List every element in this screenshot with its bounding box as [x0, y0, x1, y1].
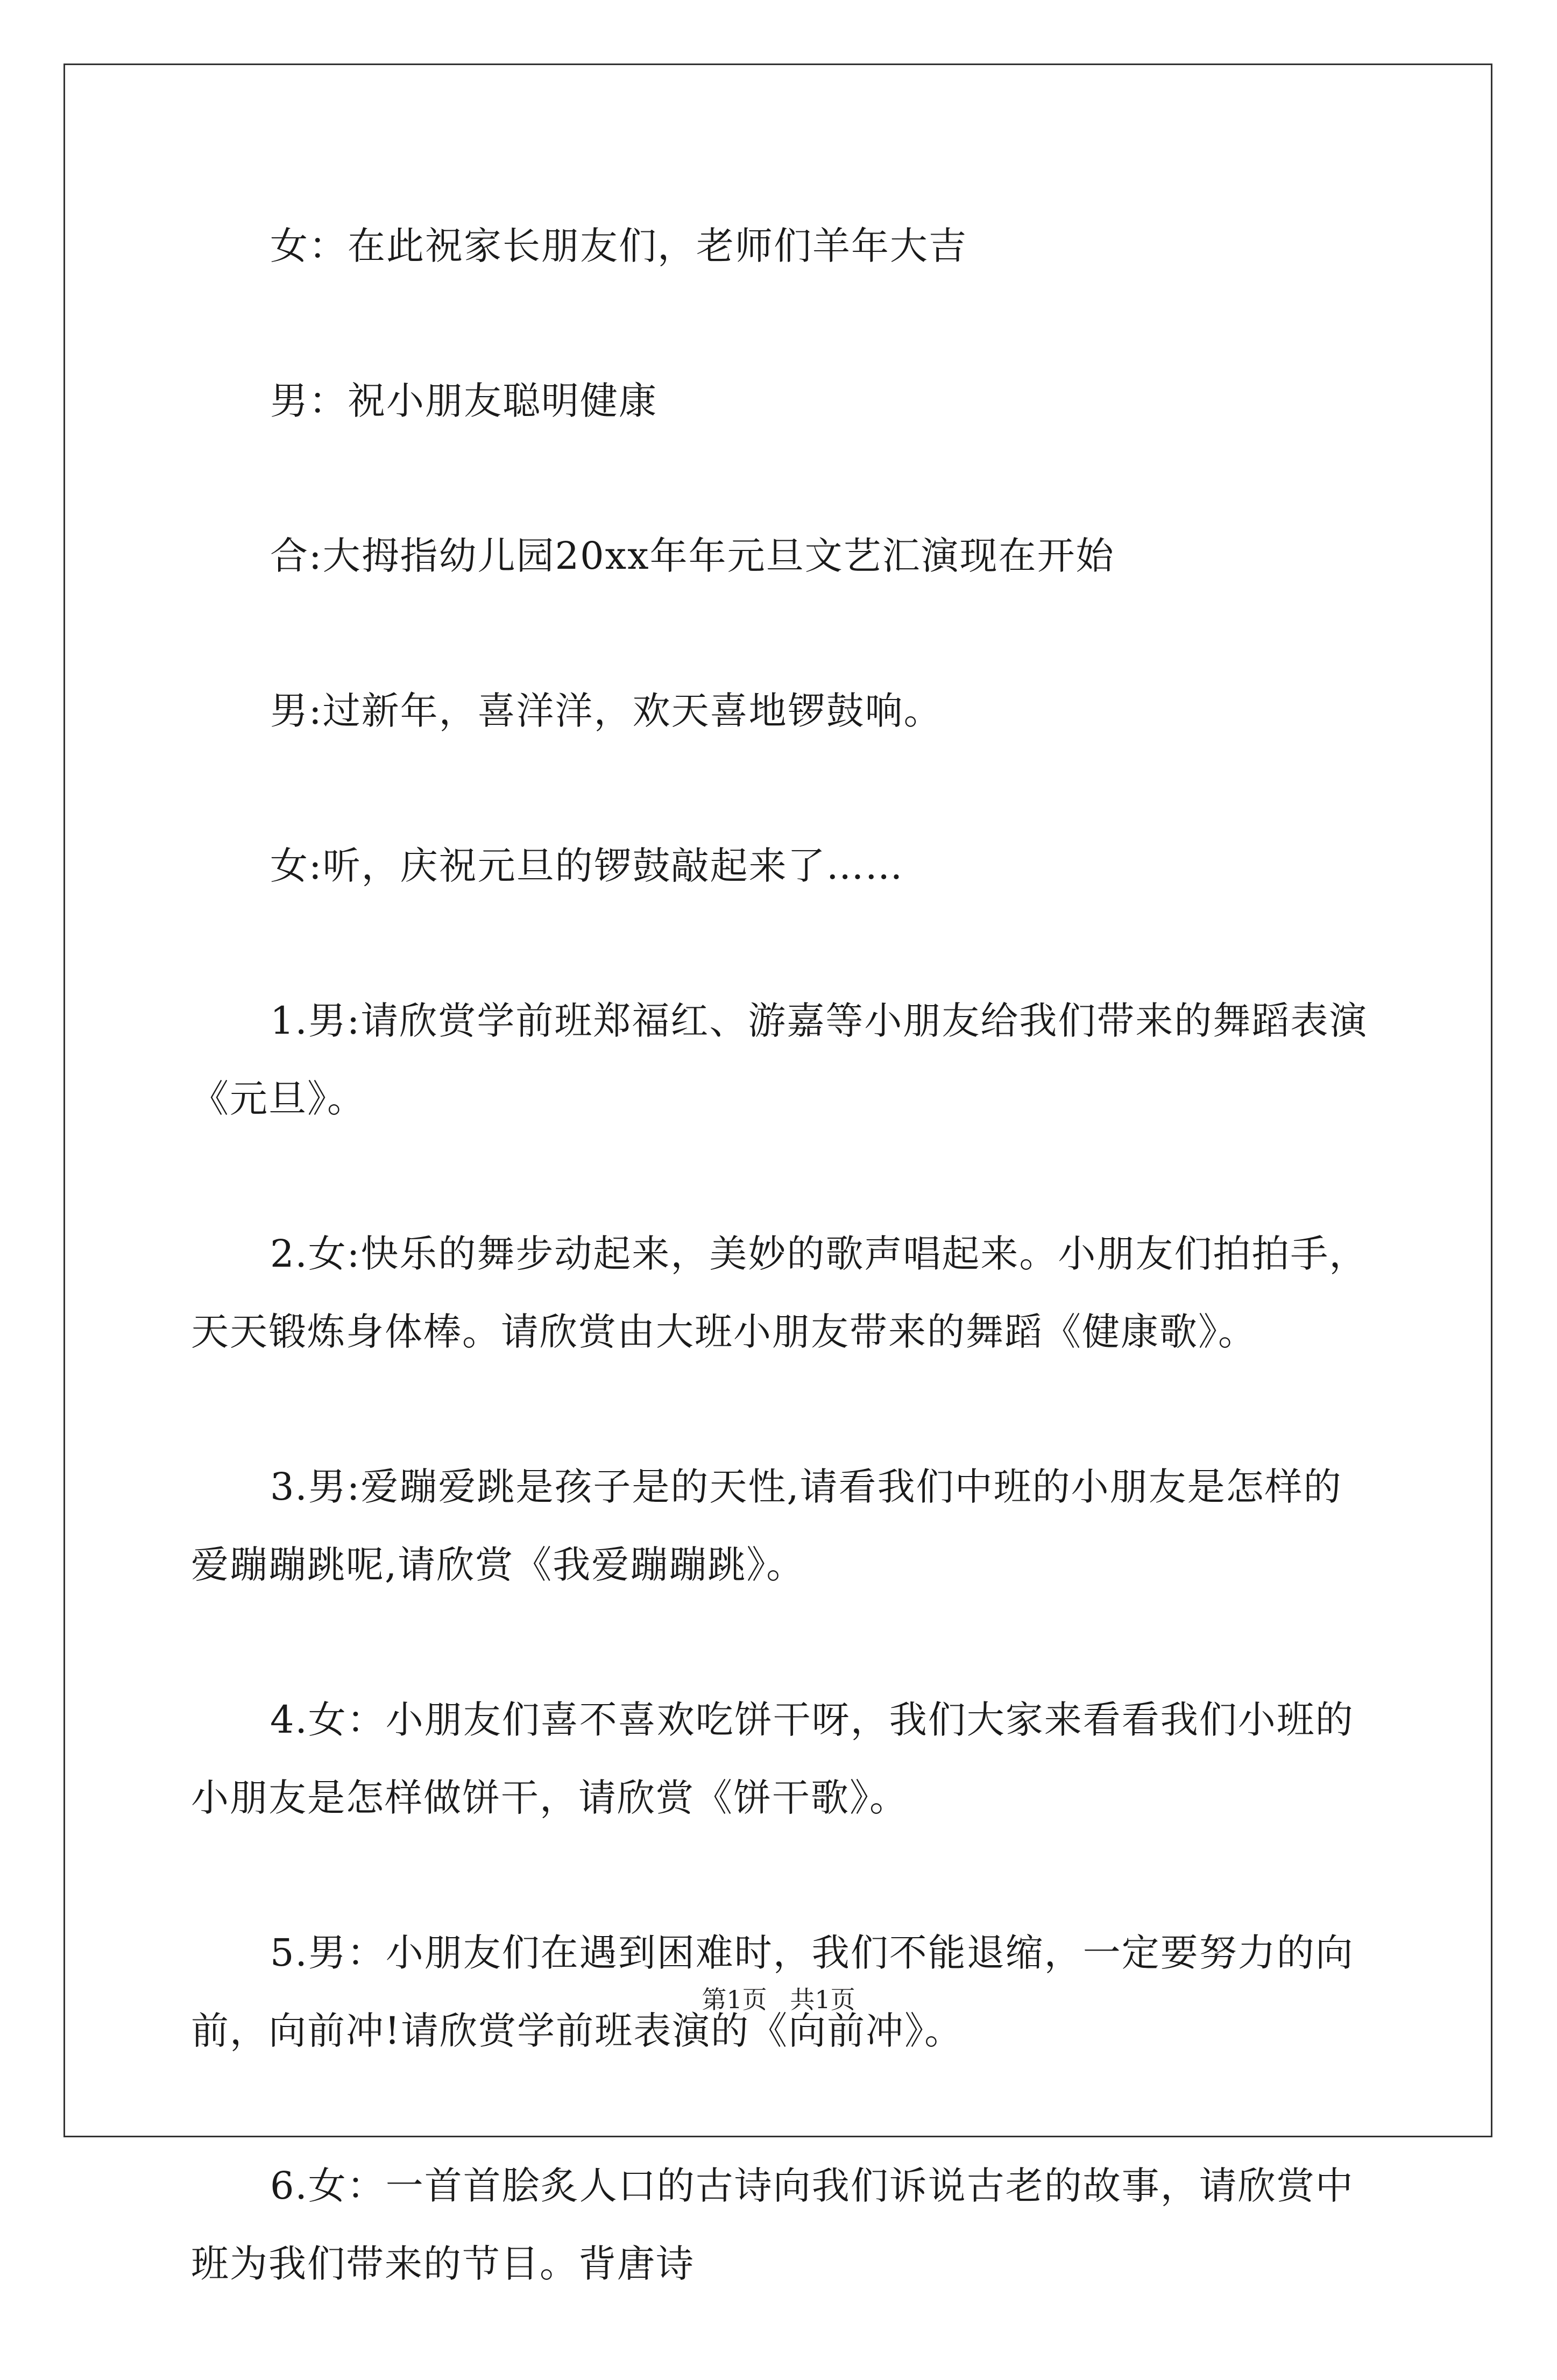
- paragraph-program-6: 6.女：一首首脍炙人口的古诗向我们诉说古老的故事，请欣赏中班为我们带来的节目。背唐诗: [191, 2164, 1354, 2286]
- paragraph-program-1: 1.男:请欣赏学前班郑福红、游嘉等小朋友给我们带来的舞蹈表演《元旦》。: [191, 999, 1368, 1121]
- page-number: 第1页: [702, 1985, 767, 2014]
- paragraph-new-year-male: 男:过新年，喜洋洋，欢天喜地锣鼓响。: [270, 689, 943, 733]
- paragraph-program-5: 5.男：小朋友们在遇到困难时，我们不能退缩，一定要努力的向前，向前冲!请欣赏学前班表演的《向前冲》。: [191, 1931, 1354, 2053]
- page-total: 共1页: [790, 1985, 855, 2014]
- paragraph-opening-together: 合:大拇指幼儿园20xx年年元旦文艺汇演现在开始: [270, 534, 1115, 578]
- paragraph-program-2: 2.女:快乐的舞步动起来，美妙的歌声唱起来。小朋友们拍拍手，天天锻炼身体棒。请欣赏由大班小朋友带来的舞蹈《健康歌》。: [191, 1232, 1368, 1354]
- paragraph-program-3: 3.男:爱蹦爱跳是孩子是的天性,请看我们中班的小朋友是怎样的爱蹦蹦跳呢,请欣赏《我爱蹦蹦跳》。: [191, 1465, 1342, 1587]
- paragraph-program-4: 4.女：小朋友们喜不喜欢吃饼干呀，我们大家来看看我们小班的小朋友是怎样做饼干，请欣赏《饼干歌》。: [191, 1698, 1354, 1820]
- document-body: [191, 207, 1375, 2380]
- paragraph-drums-female: 女:听，庆祝元旦的锣鼓敲起来了……: [270, 844, 904, 888]
- page-footer: [0, 1980, 1557, 2016]
- paragraph-greeting-female: 女：在此祝家长朋友们，老师们羊年大吉: [270, 224, 967, 268]
- paragraph-greeting-male: 男：祝小朋友聪明健康: [270, 379, 657, 423]
